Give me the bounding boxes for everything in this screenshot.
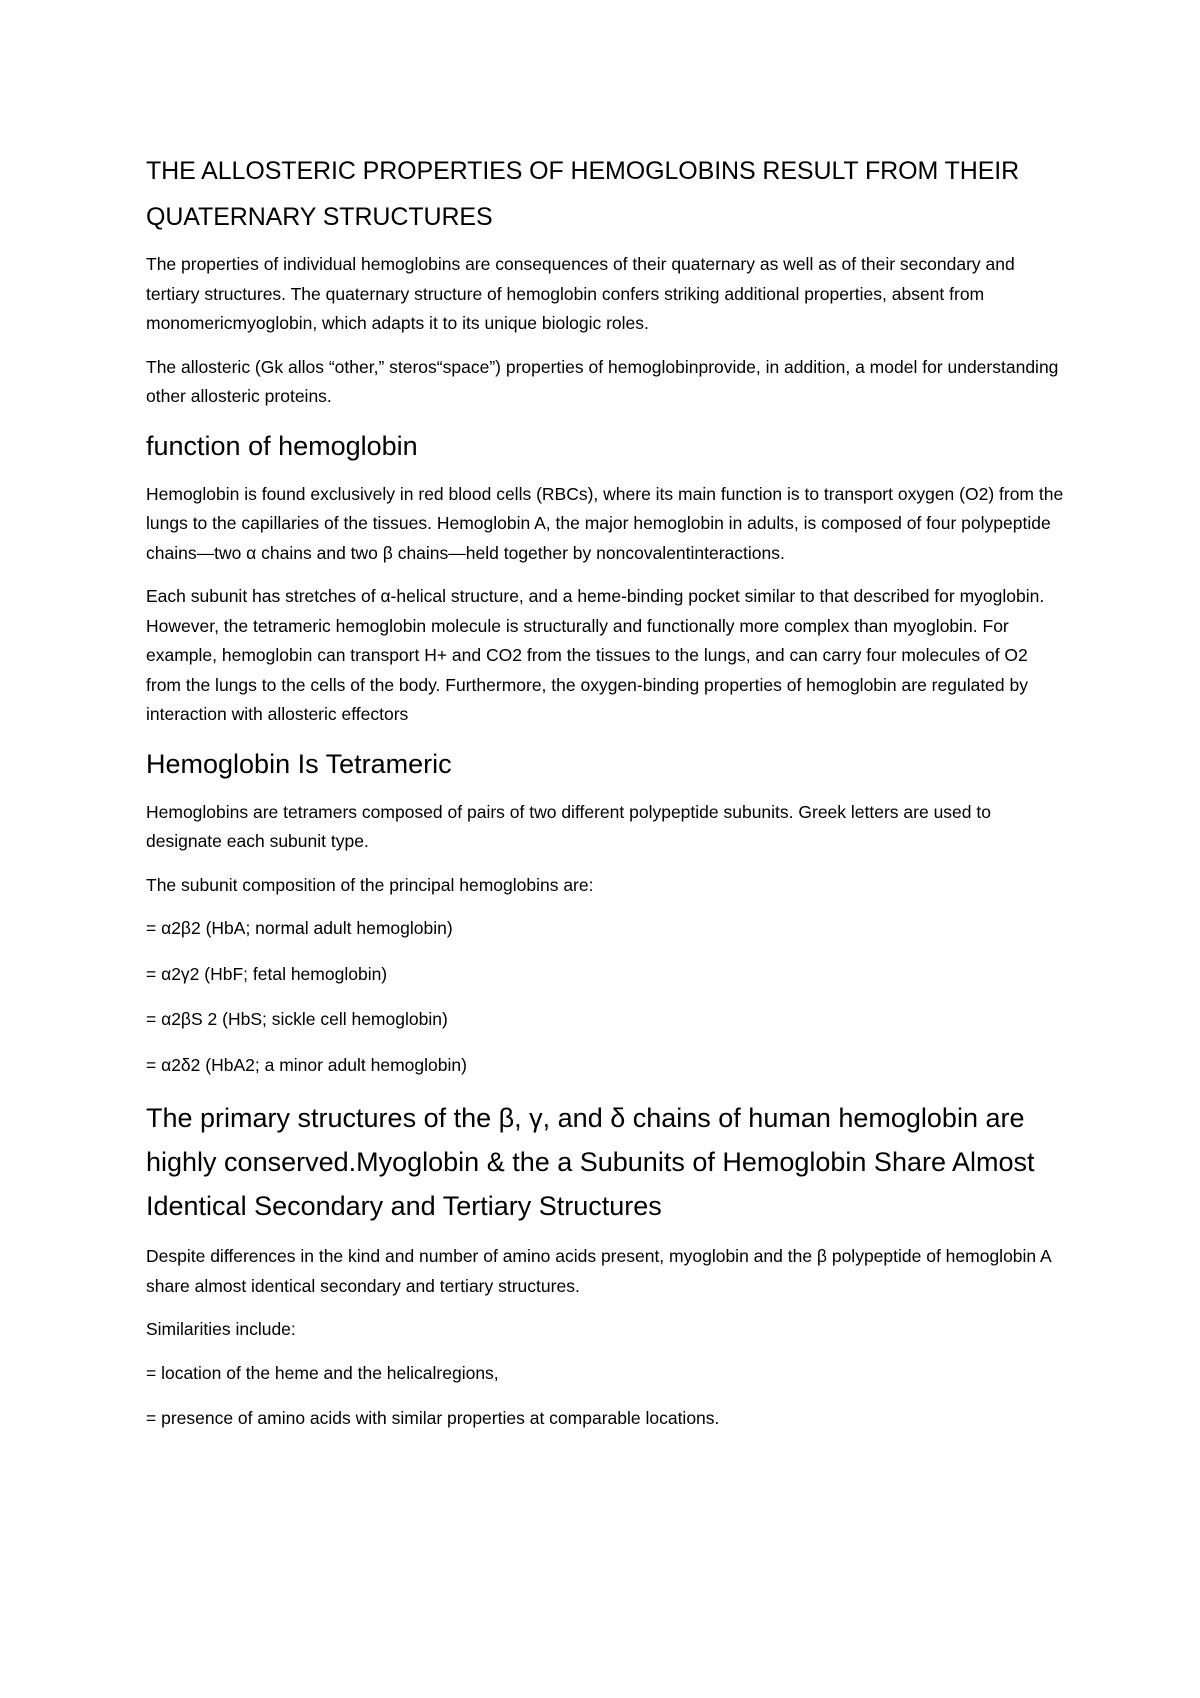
- list-item: = location of the heme and the helicalregions,: [146, 1362, 499, 1383]
- function-heading: function of hemoglobin: [146, 430, 418, 461]
- list-item: = presence of amino acids with similar properties at comparable locations.: [146, 1408, 720, 1428]
- list-item: = α2βS 2 (HbS; sickle cell hemoglobin): [146, 1009, 448, 1029]
- tetramer-heading: Hemoglobin Is Tetrameric: [146, 748, 452, 779]
- primary-paragraph-1: Despite differences in the kind and number of amino acids present, myoglobin and the β polypeptide of hemoglobin A share almost identical secondary and tertiary structures.: [146, 1246, 1051, 1296]
- list-item: = α2β2 (HbA; normal adult hemoglobin): [146, 918, 453, 938]
- tetramer-paragraph-2: The subunit composition of the principal hemoglobins are:: [146, 874, 594, 895]
- document-page: [146, 148, 1066, 1450]
- intro-paragraph-1: The properties of individual hemoglobins are consequences of their quaternary as well as of their secondary and tertiary structures. The quaternary structure of hemoglobin confers striking additional properties, absent from monomericmyoglobin, which adapts it to its unique biologic roles.: [146, 254, 1015, 333]
- list-item: = α2δ2 (HbA2; a minor adult hemoglobin): [146, 1054, 467, 1075]
- tetramer-paragraph-1: Hemoglobins are tetramers composed of pairs of two different polypeptide subunits. Greek letters are used to designate each subunit type.: [146, 801, 991, 851]
- intro-paragraph-2: The allosteric (Gk allos “other,” steros“space”) properties of hemoglobinprovide, in addition, a model for understanding other allosteric proteins.: [146, 356, 1059, 406]
- primary-paragraph-2: Similarities include:: [146, 1319, 296, 1339]
- function-paragraph-1: Hemoglobin is found exclusively in red blood cells (RBCs), where its main function is to transport oxygen (O2) from the lungs to the capillaries of the tissues. Hemoglobin A, the major hemoglobin in adults, is composed of four polypeptide chains—two α chains and two β chains—held together by noncovalentinteractions.: [146, 483, 1064, 563]
- list-item: = α2γ2 (HbF; fetal hemoglobin): [146, 963, 388, 984]
- primary-structures-heading: The primary structures of the β, γ, and δ chains of human hemoglobin are highly conserved.Myoglobin & the a Subunits of Hemoglobin Share Almost Identical Secondary and Tertiary Structures: [146, 1103, 1035, 1221]
- document-title: THE ALLOSTERIC PROPERTIES OF HEMOGLOBINS RESULT FROM THEIR QUATERNARY STRUCTURES: [146, 157, 1020, 231]
- function-paragraph-2: Each subunit has stretches of α-helical structure, and a heme-binding pocket similar to that described for myoglobin. However, the tetrameric hemoglobin molecule is structurally and functionally more complex than myoglobin. For example, hemoglobin can transport H+ and CO2 from the tissues to the lungs, and can carry four molecules of O2 from the lungs to the cells of the body. Furthermore, the oxygen-binding properties of hemoglobin are regulated by interaction with allosteric effectors: [146, 586, 1045, 724]
